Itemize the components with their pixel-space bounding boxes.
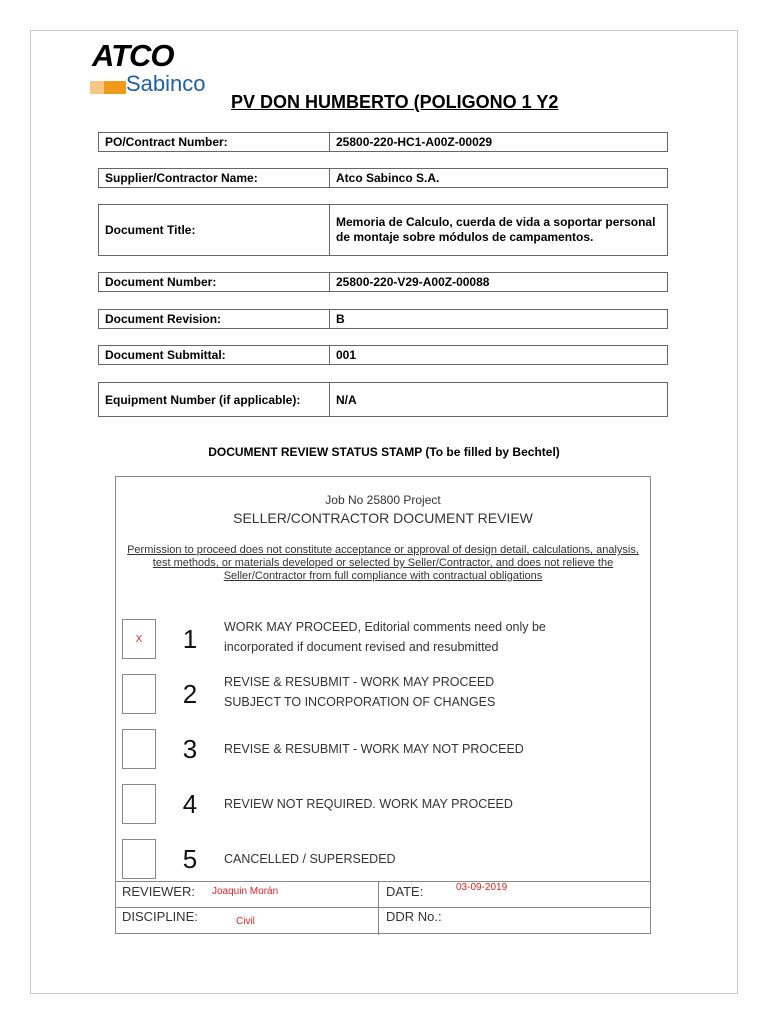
- field-label: Equipment Number (if applicable):: [98, 382, 330, 417]
- option-4-number: 4: [182, 789, 198, 819]
- option-4-checkbox[interactable]: [122, 784, 156, 824]
- field-label: Document Revision:: [98, 309, 330, 329]
- discipline-value: Civil: [236, 916, 255, 927]
- page-title: PV DON HUMBERTO (POLIGONO 1 Y2: [231, 92, 559, 112]
- sabinco-logo-mark: [90, 81, 126, 94]
- field-row-document-number: [98, 272, 668, 292]
- option-2-checkbox[interactable]: [122, 674, 156, 714]
- field-label: Document Submittal:: [98, 345, 330, 365]
- ddr-label: DDR No.:: [386, 909, 442, 924]
- discipline-label: DISCIPLINE:: [122, 909, 198, 924]
- option-4-text: REVIEW NOT REQUIRED. WORK MAY PROCEED: [224, 797, 513, 811]
- option-1-number: 1: [182, 624, 198, 654]
- stamp-title: SELLER/CONTRACTOR DOCUMENT REVIEW: [233, 510, 533, 526]
- reviewer-value: Joaquin Morán: [212, 886, 279, 897]
- field-value: Memoria de Calculo, cuerda de vida a soportar personal de montaje sobre módulos de campamentos.: [330, 204, 668, 256]
- option-1-line2: incorporated if document revised and resubmitted: [224, 640, 499, 654]
- atco-logo: ATCO: [92, 38, 174, 73]
- field-value: 25800-220-HC1-A00Z-00029: [330, 132, 668, 152]
- field-row-equipment-number: [98, 382, 668, 417]
- field-label: Document Number:: [98, 272, 330, 292]
- review-stamp: [115, 476, 651, 934]
- field-label: Document Title:: [98, 204, 330, 256]
- field-row-supplier: [98, 168, 668, 188]
- option-1-text: [224, 617, 546, 657]
- field-row-document-revision: [98, 309, 668, 329]
- date-label: DATE:: [386, 884, 424, 899]
- field-value: B: [330, 309, 668, 329]
- option-1-checkbox[interactable]: X: [122, 619, 156, 659]
- sabinco-logo: Sabinco: [126, 71, 206, 96]
- reviewer-label: REVIEWER:: [122, 884, 195, 899]
- option-2-line2: SUBJECT TO INCORPORATION OF CHANGES: [224, 695, 496, 709]
- option-3-number: 3: [182, 734, 198, 764]
- option-5-text: CANCELLED / SUPERSEDED: [224, 852, 396, 866]
- date-value: 03-09-2019: [456, 882, 508, 893]
- option-2-number: 2: [182, 679, 198, 709]
- field-row-document-title: [98, 204, 668, 256]
- field-value: 25800-220-V29-A00Z-00088: [330, 272, 668, 292]
- signature-column-divider: [378, 881, 379, 935]
- field-row-document-submittal: [98, 345, 668, 365]
- option-3-checkbox[interactable]: [122, 729, 156, 769]
- stamp-heading: DOCUMENT REVIEW STATUS STAMP (To be filled by Bechtel): [208, 445, 560, 459]
- option-2-text: [224, 672, 495, 712]
- field-label: PO/Contract Number:: [98, 132, 330, 152]
- option-3-text: REVISE & RESUBMIT - WORK MAY NOT PROCEED: [224, 742, 524, 756]
- signature-divider: [116, 907, 650, 908]
- stamp-notice: Permission to proceed does not constitute acceptance or approval of design detail, calculations, analysis, test methods, or materials developed or selected by Seller/Contractor, and does not relieve the Seller/Contractor from full compliance with contractual obligations: [127, 544, 639, 582]
- option-5-number: 5: [182, 844, 198, 874]
- field-value: N/A: [330, 382, 668, 417]
- option-2-line1: REVISE & RESUBMIT - WORK MAY PROCEED: [224, 675, 495, 689]
- signature-divider: [116, 881, 650, 882]
- field-value: 001: [330, 345, 668, 365]
- field-value: Atco Sabinco S.A.: [330, 168, 668, 188]
- option-5-checkbox[interactable]: [122, 839, 156, 879]
- stamp-job: Job No 25800 Project: [325, 493, 441, 507]
- option-1-line1: WORK MAY PROCEED, Editorial comments need only be: [224, 620, 546, 634]
- field-label: Supplier/Contractor Name:: [98, 168, 330, 188]
- field-row-po-contract: [98, 132, 668, 152]
